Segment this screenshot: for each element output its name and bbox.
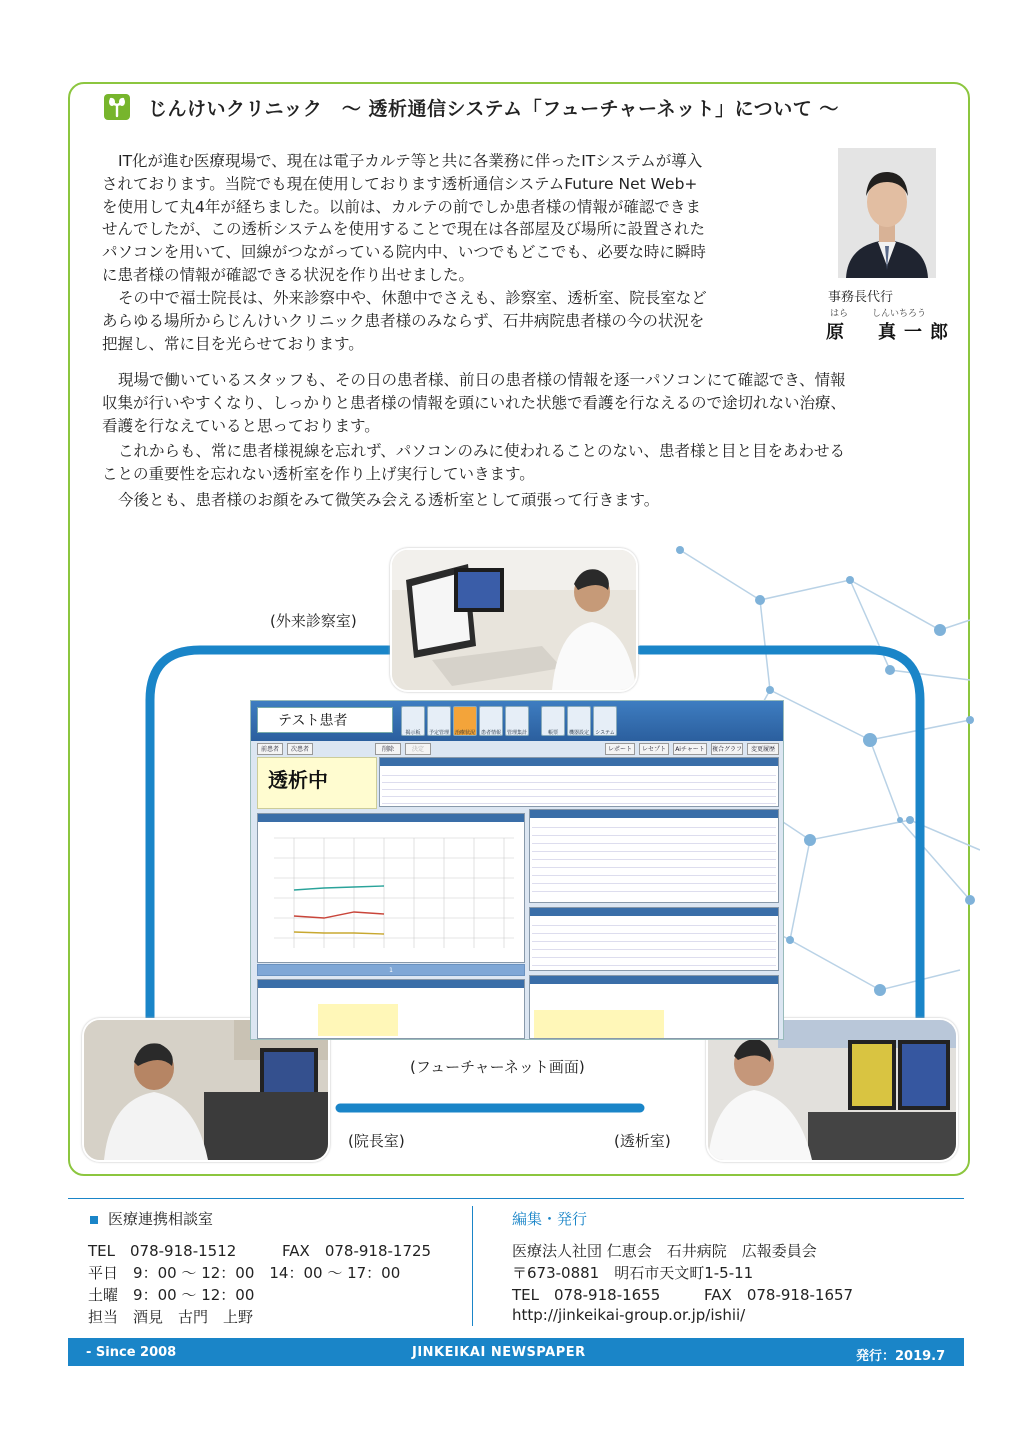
footer-divider bbox=[68, 1198, 964, 1199]
text-line: 看護を行なえていると思っております。 bbox=[102, 416, 380, 435]
text-line: に患者様の情報が確認できる状況を作り出せました。 bbox=[102, 265, 475, 284]
text-line: せんでしたが、この透析システムを使用することで現在は各部屋及び場所に設置された bbox=[102, 220, 705, 239]
publisher-fax: FAX 078-918-1657 bbox=[704, 1286, 854, 1304]
text-line: 今後とも、患者様のお顔をみて微笑み会える透析室として頑張って行きます。 bbox=[118, 491, 660, 509]
info-panel-top bbox=[379, 757, 779, 807]
contact-fax: FAX 078-918-1725 bbox=[282, 1242, 432, 1260]
weight-panel bbox=[529, 809, 779, 903]
toolbar-treatment: 治療状況 bbox=[453, 706, 477, 736]
publisher-url[interactable]: http://jinkeikai-group.or.jp/ishii/ bbox=[512, 1306, 746, 1324]
toolbar-schedule: 予定管理 bbox=[427, 706, 451, 736]
author-portrait bbox=[838, 148, 936, 278]
toolbar-patient-info: 患者情報 bbox=[479, 706, 503, 736]
text-line: あらゆる場所からじんけいクリニック患者様のみならず、石井病院患者様の今の状況を bbox=[102, 311, 705, 330]
author-role: 事務長代行 bbox=[828, 290, 894, 305]
btn-report: レポート bbox=[605, 743, 635, 755]
vitals-chart-panel bbox=[257, 813, 525, 963]
paragraph-2 bbox=[102, 287, 792, 355]
text-line: これからも、常に患者様視線を忘れず、パソコンのみに使われることのない、患者様と目と目をあわせる bbox=[118, 442, 845, 460]
btn-change-history: 変更履歴 bbox=[747, 743, 779, 755]
caption-director: (院長室) bbox=[348, 1132, 405, 1150]
contact-tel: TEL 078-918-1512 bbox=[88, 1242, 237, 1260]
toolbar-stats: 管理集計 bbox=[505, 706, 529, 736]
text-line: 収集が行いやすくなり、しっかりと患者様の情報を頭にいれた状態で看護を行なえるので途切れない治療、 bbox=[102, 393, 847, 412]
patient-name-box: テスト患者 bbox=[257, 707, 393, 733]
btn-combined-graph: 複合グラフ bbox=[711, 743, 743, 755]
text-line: その中で福士院長は、外来診察中や、休憩中でさえも、診察室、透析室、院長室など bbox=[118, 289, 707, 307]
btn-ai-chart: Aiチャート bbox=[673, 743, 707, 755]
hours-weekday: 平日 9：00 ～ 12：00 14：00 ～ 17：00 bbox=[88, 1264, 401, 1282]
btn-receipt: レセプト bbox=[639, 743, 669, 755]
chart-page-indicator: 1 bbox=[257, 964, 525, 976]
futurenet-screenshot bbox=[250, 700, 784, 1040]
band-since: - Since 2008 bbox=[86, 1345, 177, 1360]
clinic-logo-icon bbox=[104, 94, 130, 120]
caption-futurenet-screen: (フューチャーネット画面) bbox=[410, 1058, 585, 1076]
text-line: パソコンを用いて、回線がつながっている院内中、いつでもどこでも、必要な時に瞬時 bbox=[102, 243, 706, 262]
caption-outpatient: (外来診察室) bbox=[270, 612, 357, 630]
text-line: IT化が進む医療現場で、現在は電子カルテ等と共に各業務に伴ったITシステムが導入 bbox=[118, 152, 703, 170]
orders-panel bbox=[529, 975, 779, 1039]
author-ruby-family: はら bbox=[830, 309, 849, 319]
toolbar-devices: 機器設定 bbox=[567, 706, 591, 736]
text-line: ことの重要性を忘れない透析室を作り上げ実行していきます。 bbox=[102, 464, 535, 483]
dialysis-status: 透析中 bbox=[268, 768, 328, 792]
progress-notes-panel bbox=[257, 979, 525, 1039]
screenshot-header bbox=[251, 701, 783, 741]
photo-outpatient-room bbox=[390, 548, 638, 692]
band-issue-date: 発行：2019.7 bbox=[856, 1349, 946, 1364]
hours-saturday: 土曜 9：00 ～ 12：00 bbox=[88, 1286, 255, 1304]
footer-vertical-divider bbox=[472, 1206, 473, 1326]
vitals-chart bbox=[264, 828, 520, 958]
btn-delete: 削除 bbox=[375, 743, 401, 755]
toolbar-board: 掲示板 bbox=[401, 706, 425, 736]
text-line: されております。当院でも現在使用しております透析通信システムFuture Net Web+ bbox=[102, 174, 698, 193]
band-newspaper-name: JINKEIKAI NEWSPAPER bbox=[412, 1345, 586, 1360]
footer-right-heading: 編集・発行 bbox=[512, 1210, 588, 1228]
btn-prev-patient: 前患者 bbox=[257, 743, 283, 755]
footer-left-heading-text: 医療連携相談室 bbox=[108, 1210, 214, 1228]
text-line: 現場で働いているスタッフも、その日の患者様、前日の患者様の情報を逐一パソコンにて確認でき、情報 bbox=[118, 371, 846, 389]
paragraph-5 bbox=[102, 489, 942, 512]
publisher-tel: TEL 078-918-1655 bbox=[512, 1286, 661, 1304]
btn-confirm: 決定 bbox=[405, 743, 431, 755]
footer-left-heading bbox=[90, 1208, 213, 1229]
caption-dialysis: (透析室) bbox=[614, 1132, 671, 1150]
publisher: 医療法人社団 仁恵会 石井病院 広報委員会 bbox=[512, 1242, 817, 1260]
text-line: を使用して丸4年が経ちました。以前は、カルテの前でしか患者様の情報が確認できま bbox=[102, 197, 701, 216]
paragraph-3 bbox=[102, 369, 942, 437]
publisher-address: 〒673-0881 明石市天文町1-5-11 bbox=[512, 1264, 754, 1282]
author-name: 原 真一郎 bbox=[826, 322, 956, 343]
toolbar-system: システム bbox=[593, 706, 617, 736]
text-line: 把握し、常に目を光らせております。 bbox=[102, 334, 364, 353]
btn-next-patient: 次患者 bbox=[287, 743, 313, 755]
contact-staff: 担当 酒見 古門 上野 bbox=[88, 1308, 254, 1326]
paragraph-1 bbox=[102, 150, 782, 287]
dialysis-conditions-panel bbox=[529, 907, 779, 971]
article-title: じんけいクリニック ～ 透析通信システム「フューチャーネット」について ～ bbox=[148, 98, 839, 120]
paragraph-4 bbox=[102, 440, 942, 486]
square-bullet-icon bbox=[90, 1216, 98, 1224]
author-ruby-given: しんいちろう bbox=[872, 309, 927, 319]
toolbar-forms: 帳票 bbox=[541, 706, 565, 736]
dialysis-status-box bbox=[257, 757, 377, 809]
